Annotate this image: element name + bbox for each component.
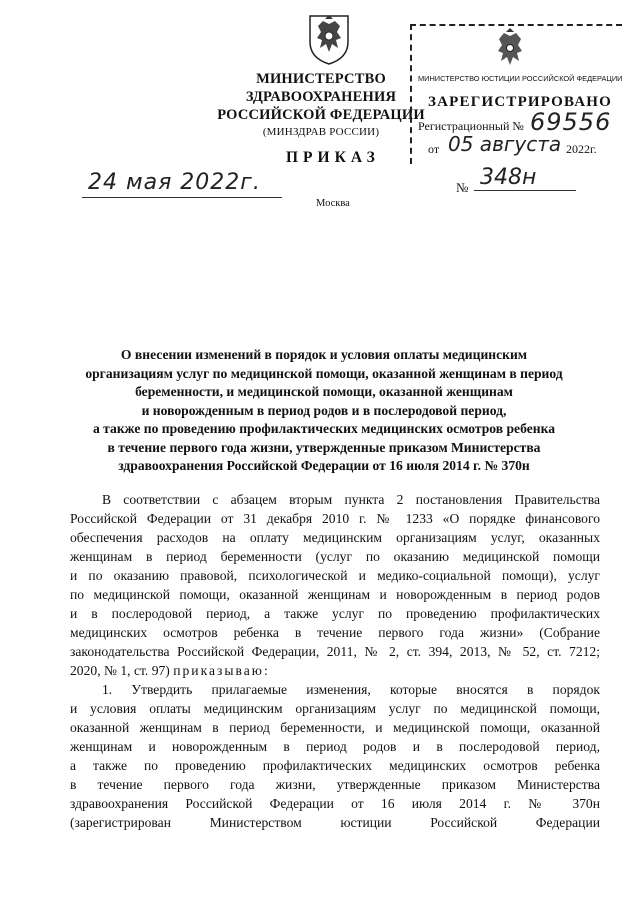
date-underline	[82, 197, 282, 198]
body-line: обеспечения расходов на оплату медицинским организациям услуг, оказанных	[70, 530, 600, 545]
body-line: и условия оплаты медицинским организациям услуг по медицинской помощи,	[70, 701, 600, 716]
heading-line: в течение первого года жизни, утвержденные приказом Министерства	[107, 439, 541, 455]
stamp-number-label: Регистрационный №	[418, 119, 524, 133]
document-body	[70, 490, 600, 832]
stamp-issuer: МИНИСТЕРСТВО ЮСТИЦИИ РОССИЙСКОЙ ФЕДЕРАЦИИ	[418, 74, 623, 83]
heading-line: беременности, и медицинской помощи, оказанной женщинам	[135, 384, 513, 399]
ministry-line2: РОССИЙСКОЙ ФЕДЕРАЦИИ	[217, 107, 425, 123]
body-line: 1. Утвердить прилагаемые изменения, которые вносятся в порядок	[102, 682, 600, 697]
stamp-number: 69556	[530, 108, 612, 136]
stamp-status: ЗАРЕГИСТРИРОВАНО	[428, 94, 612, 110]
ministry-line1: МИНИСТЕРСТВО ЗДРАВООХРАНЕНИЯ	[245, 71, 397, 105]
body-line: здравоохранения Российской Федерации от 16 июля 2014 г. № 370н	[70, 796, 600, 811]
body-line: законодательства Российской Федерации, 2011, № 2, ст. 394, 2013, № 52, ст. 7212;	[70, 644, 600, 659]
body-line: и в послеродовой период, а также услуг по проведению профилактических	[70, 606, 600, 621]
document-heading	[54, 346, 594, 476]
order-title: ПРИКАЗ	[286, 149, 380, 166]
body-line: женщинам в период беременности (услуг по оказанию медицинской помощи	[70, 549, 600, 564]
body-line: в течение первого года жизни, утвержденные приказом Министерства	[70, 777, 600, 792]
body-line: Российской Федерации от 31 декабря 2010 г. № 1233 «О порядке финансового	[70, 511, 600, 526]
body-line: и по оказанию правовой, психологической и медико-социальной помощи), услуг	[70, 568, 600, 583]
heading-line: здравоохранения Российской Федерации от 16 июля 2014 г. № 370н	[118, 458, 530, 473]
heading-line: и новорожденным в период родов и в послеродовой период,	[141, 402, 507, 418]
heading-line: О внесении изменений в порядок и условия оплаты медицинским	[120, 347, 528, 362]
stamp-date: 05 августа	[448, 132, 562, 156]
order-number-label: №	[456, 180, 469, 195]
stamp-date-label: от	[428, 142, 440, 156]
body-line	[70, 661, 600, 680]
ministry-abbr: (МИНЗДРАВ РОССИИ)	[262, 126, 380, 138]
body-line-start: 2020, № 1, ст. 97)	[70, 663, 170, 678]
heading-line: а также по проведению профилактических медицинских осмотров ребенка	[92, 421, 555, 436]
heading-line: организациям услуг по медицинской помощи, оказанной женщинам в период	[85, 365, 563, 381]
body-line: а также по проведению профилактических медицинских осмотров ребенка	[70, 758, 600, 773]
number-underline	[474, 190, 576, 191]
order-city: Москва	[316, 198, 350, 209]
body-line: оказанной женщинам в период беременности, и медицинской помощи, оказанной	[70, 720, 600, 735]
coat-of-arms-icon	[306, 12, 352, 66]
ministry-name	[196, 70, 446, 140]
body-line: В соответствии с абзацем вторым пункта 2 постановления Правительства	[102, 492, 600, 507]
order-date: 24 мая 2022г.	[88, 170, 261, 195]
stamp-date-suffix: 2022г.	[566, 142, 597, 156]
body-line: по медицинской помощи, оказанной женщинам и новорожденным в период родов	[70, 587, 600, 602]
body-line: медицинских осмотров ребенка в течение первого года жизни» (Собрание	[70, 625, 600, 640]
body-line: (зарегистрирован Министерством юстиции Российской Федерации	[70, 815, 600, 830]
order-number: 348н	[480, 165, 537, 190]
body-line: женщинам и новорожденным в период родов и в послеродовой период,	[70, 739, 600, 754]
order-verb: приказываю:	[173, 663, 270, 678]
stamp-coat-of-arms-icon	[490, 28, 530, 76]
